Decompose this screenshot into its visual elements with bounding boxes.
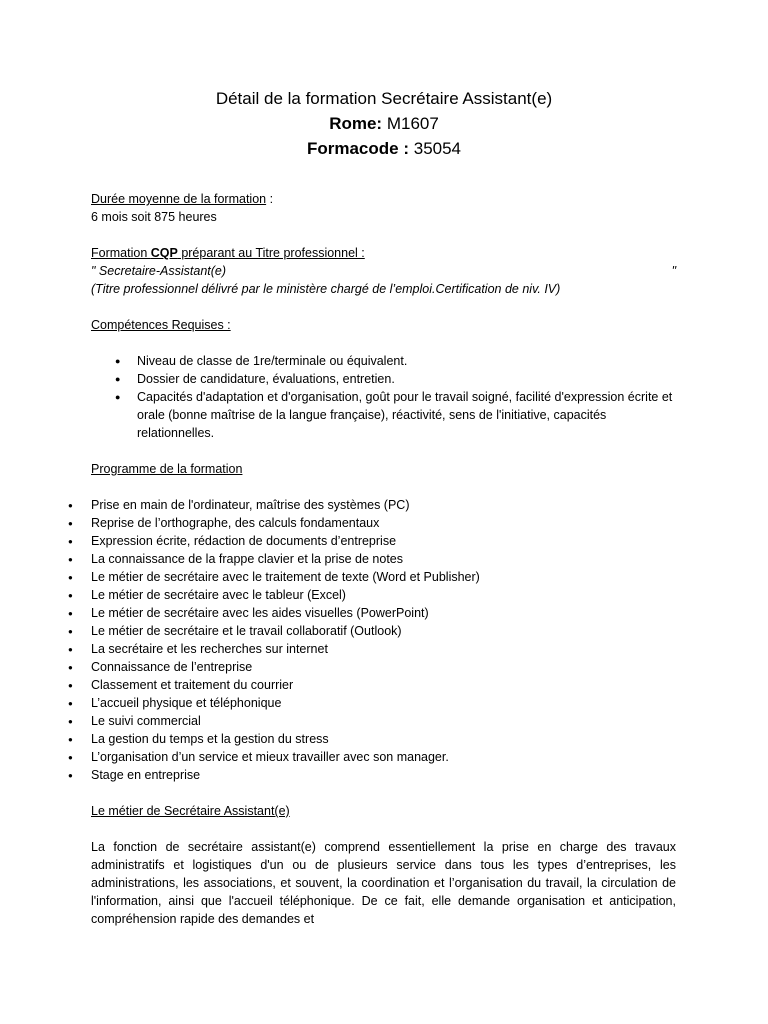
list-item: ● L’accueil physique et téléphonique — [91, 694, 676, 712]
metier-paragraph: La fonction de secrétaire assistant(e) comprend essentiellement la prise en charge des travaux administratifs et logistiques d'un ou de plusieurs service dans tous les types d’entreprises, les administrations, les associations, et souvent, la coordination et l’organisation du travail, la circulation de l'information, ainsi que l'accueil téléphonique. De ce fait, elle demande organisation et anticipation, compréhension rapide des demandes et — [91, 840, 676, 926]
programme-heading: Programme de la formation — [91, 462, 243, 476]
rome-value: M1607 — [386, 114, 439, 133]
metier-heading: Le métier de Secrétaire Assistant(e) — [91, 804, 290, 818]
list-item: ● Niveau de classe de 1re/terminale ou équivalent. — [115, 352, 676, 370]
formacode-line — [0, 136, 768, 161]
list-item: ● La secrétaire et les recherches sur internet — [91, 640, 676, 658]
list-item: ● Stage en entreprise — [91, 766, 676, 784]
formacode-value: 35054 — [413, 139, 462, 158]
formation-cqp: CQP — [150, 246, 178, 260]
title-block — [0, 86, 768, 161]
competences-list — [91, 352, 676, 442]
list-item: ● Reprise de l’orthographe, des calculs fondamentaux — [91, 514, 676, 532]
list-item: ● Le métier de secrétaire avec le traitement de texte (Word et Publisher) — [91, 568, 676, 586]
rome-label: Rome: — [329, 114, 383, 133]
duration-heading — [91, 190, 676, 208]
list-item: ● Le suivi commercial — [91, 712, 676, 730]
formation-title: " Secretaire-Assistant(e) — [91, 264, 227, 278]
document-title: Détail de la formation Secrétaire Assistant(e) — [215, 89, 553, 108]
competences-heading: Compétences Requises : — [91, 318, 231, 332]
duration-label: Durée moyenne de la formation — [91, 192, 267, 206]
list-item: ● Prise en main de l'ordinateur, maîtrise des systèmes (PC) — [91, 496, 676, 514]
formation-heading — [91, 244, 676, 262]
list-item: ● Classement et traitement du courrier — [91, 676, 676, 694]
list-item: ● Dossier de candidature, évaluations, entretien. — [115, 370, 676, 388]
list-item: ● Le métier de secrétaire et le travail collaboratif (Outlook) — [91, 622, 676, 640]
formation-suffix: préparant au Titre professionnel : — [177, 246, 365, 260]
list-item: ● L’organisation d’un service et mieux travailler avec son manager. — [91, 748, 676, 766]
list-item: ● La connaissance de la frappe clavier et la prise de notes — [91, 550, 676, 568]
formation-prefix: Formation — [91, 246, 151, 260]
formation-note: (Titre professionnel délivré par le ministère chargé de l’emploi.Certification de niv. IV) — [91, 282, 561, 296]
list-item: ● La gestion du temps et la gestion du stress — [91, 730, 676, 748]
duration-value: 6 mois soit 875 heures — [91, 210, 217, 224]
formation-closing-quote: " — [671, 264, 676, 278]
list-item: ● Connaissance de l’entreprise — [91, 658, 676, 676]
list-item: ● Le métier de secrétaire avec le tableur (Excel) — [91, 586, 676, 604]
list-item: ● Le métier de secrétaire avec les aides visuelles (PowerPoint) — [91, 604, 676, 622]
formation-title-row — [91, 262, 676, 280]
list-item: ● Expression écrite, rédaction de documents d’entreprise — [91, 532, 676, 550]
document-body — [91, 190, 676, 928]
programme-list — [91, 496, 676, 784]
list-item: ● Capacités d'adaptation et d'organisation, goût pour le travail soigné, facilité d'expression écrite et orale (bonne maîtrise de la langue française), réactivité, sens de l'initiative, capacités relationnelles. — [115, 388, 676, 442]
formacode-label: Formacode : — [306, 139, 409, 158]
rome-line — [0, 111, 768, 136]
duration-colon: : — [266, 192, 274, 206]
